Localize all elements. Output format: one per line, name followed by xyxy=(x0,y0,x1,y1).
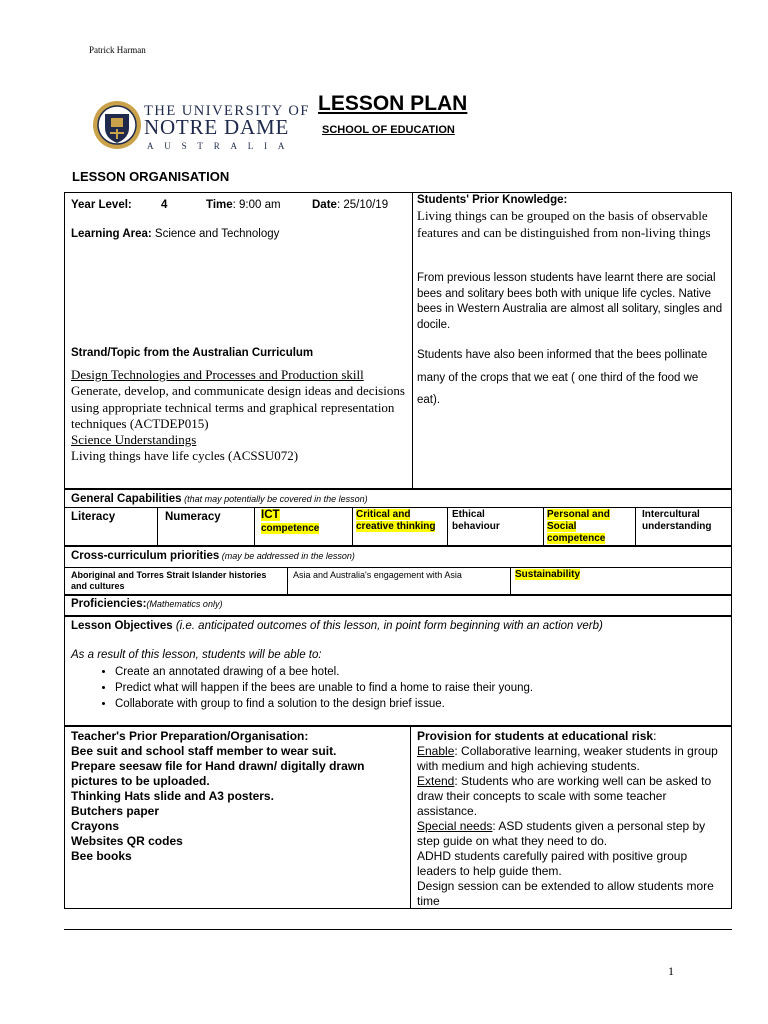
prior-knowledge-label: Students' Prior Knowledge: xyxy=(417,194,568,206)
preparation-item: Bee books xyxy=(71,849,132,863)
objective-item: • Collaborate with group to find a solution to the design brief issue. xyxy=(115,696,711,712)
column-divider xyxy=(412,193,413,488)
capability-critical-thinking: Critical and creative thinking xyxy=(356,509,436,532)
capability-ict-label-b: competence xyxy=(261,523,320,534)
provision-enable: Enable: Collaborative learning, weaker students in group with medium and high achieving students. xyxy=(417,744,718,773)
section-heading: LESSON ORGANISATION xyxy=(72,169,230,184)
preparation-item: Butchers paper xyxy=(71,804,160,818)
capability-ict-label-a: ICT xyxy=(261,509,280,521)
logo-line-3: AUSTRALIA xyxy=(147,141,296,151)
preparation-content xyxy=(71,729,401,864)
time-value: : 9:00 am xyxy=(232,199,281,211)
strand-2-text: Living things have life cycles (ACSSU072) xyxy=(71,448,299,464)
date-field xyxy=(312,199,388,211)
time-label: Time xyxy=(206,199,233,211)
priority-asia: Asia and Australia's engagement with Asia xyxy=(293,570,462,580)
page-subtitle: SCHOOL OF EDUCATION xyxy=(322,124,455,136)
logo-line-2: NOTRE DAME xyxy=(144,115,290,139)
lesson-objectives-section xyxy=(64,616,732,726)
priority-aboriginal: Aboriginal and Torres Strait Islander histories and cultures xyxy=(71,570,267,591)
proficiencies-section xyxy=(64,595,732,616)
year-level-value: 4 xyxy=(161,199,168,211)
crest-icon xyxy=(92,98,142,156)
provision-adhd: ADHD students carefully paired with positive group leaders to help guide them. xyxy=(417,849,688,878)
time-field xyxy=(206,199,281,211)
provision-heading: Provision for students at educational risk: xyxy=(417,729,657,743)
organisation-section xyxy=(64,192,732,489)
learning-area-field xyxy=(71,228,279,240)
cross-curriculum-label: Cross-curriculum priorities xyxy=(71,550,220,562)
general-capabilities-section xyxy=(64,489,732,546)
cross-curriculum-note: (may be addressed in the lesson) xyxy=(219,551,355,561)
page-number: 1 xyxy=(668,964,674,978)
objectives-intro: As a result of this lesson, students will be able to: xyxy=(71,649,322,661)
prior-knowledge-p1: Living things can be grouped on the basis of observable features and can be distinguished from non-living things xyxy=(417,208,711,240)
date-value: : 25/10/19 xyxy=(336,199,389,211)
preparation-label: Teacher's Prior Preparation/Organisation: xyxy=(71,729,309,743)
objectives-list xyxy=(71,664,711,712)
prior-knowledge-p3: Students have also been informed that the bees pollinate many of the crops that we eat ( one third of the food we eat). xyxy=(417,349,708,406)
proficiencies-note: (Mathematics only) xyxy=(146,599,223,609)
preparation-item: Thinking Hats slide and A3 posters. xyxy=(71,789,274,803)
year-level-label: Year Level: xyxy=(71,199,132,211)
proficiencies-heading xyxy=(71,598,222,610)
learning-area-label: Learning Area: xyxy=(71,228,152,240)
preparation-item: Websites QR codes xyxy=(71,834,183,848)
capability-numeracy: Numeracy xyxy=(165,511,221,523)
learning-area-value: Science and Technology xyxy=(151,228,280,240)
preparation-provision-section xyxy=(64,726,732,909)
cross-curriculum-heading xyxy=(71,550,355,562)
preparation-item: Prepare seesaw file for Hand drawn/ digitally drawn pictures to be uploaded. xyxy=(71,759,365,788)
date-label: Date xyxy=(312,199,337,211)
general-capabilities-heading xyxy=(71,493,368,505)
strand-2-title: Science Understandings xyxy=(71,432,197,448)
strand-1-title: Design Technologies and Processes and Production skill xyxy=(71,367,364,382)
objective-item: • Predict what will happen if the bees are unable to find a home to raise their young. xyxy=(115,680,711,696)
provision-content xyxy=(417,729,727,909)
preparation-item: Crayons xyxy=(71,819,120,833)
author-name: Patrick Harman xyxy=(89,45,146,55)
prior-knowledge-p2: From previous lesson students have learnt there are social bees and solitary bees both with unique life cycles. Native bees in Western Australia are almost all solitary, singles and docile. xyxy=(417,272,723,331)
general-capabilities-note: (that may potentially be covered in the lesson) xyxy=(181,494,368,504)
cross-curriculum-section xyxy=(64,546,732,595)
objective-item: • Create an annotated drawing of a bee hotel. xyxy=(115,664,711,680)
capability-ethical: Ethical behaviour xyxy=(452,509,500,532)
provision-design: Design session can be extended to allow students more time xyxy=(417,879,714,908)
strand-1-text: Generate, develop, and communicate design ideas and decisions using appropriate technical terms and graphical representation techniques (ACTDEP015) xyxy=(71,383,405,431)
footer-rule xyxy=(64,929,732,930)
preparation-item: Bee suit and school staff member to wear suit. xyxy=(71,744,337,758)
proficiencies-label: Proficiencies: xyxy=(71,598,147,610)
capability-literacy: Literacy xyxy=(71,511,116,523)
logo-line-1: THE UNIVERSITY OF xyxy=(144,103,310,119)
strand-label: Strand/Topic from the Australian Curriculum xyxy=(71,347,314,359)
general-capabilities-label: General Capabilities xyxy=(71,493,182,505)
strand-content xyxy=(71,367,405,465)
objectives-label: Lesson Objectives xyxy=(71,620,173,632)
capability-intercultural: Intercultural understanding xyxy=(642,509,712,532)
page-title: LESSON PLAN xyxy=(318,92,468,115)
objectives-heading xyxy=(71,620,603,632)
capability-personal-social: Personal and Social competence xyxy=(547,509,610,544)
provision-label: Provision for students at educational risk xyxy=(417,729,654,743)
objectives-note: (i.e. anticipated outcomes of this lesson, in point form beginning with an action verb) xyxy=(172,620,603,632)
priority-sustainability: Sustainability xyxy=(515,569,581,580)
provision-extend: Extend: Students who are working well can be asked to draw their concepts to scale with some teacher assistance. xyxy=(417,774,712,818)
provision-special-needs: Special needs: ASD students given a personal step by step guide on what they need to do. xyxy=(417,819,706,848)
university-logo xyxy=(92,98,310,160)
capability-ict xyxy=(261,509,319,535)
